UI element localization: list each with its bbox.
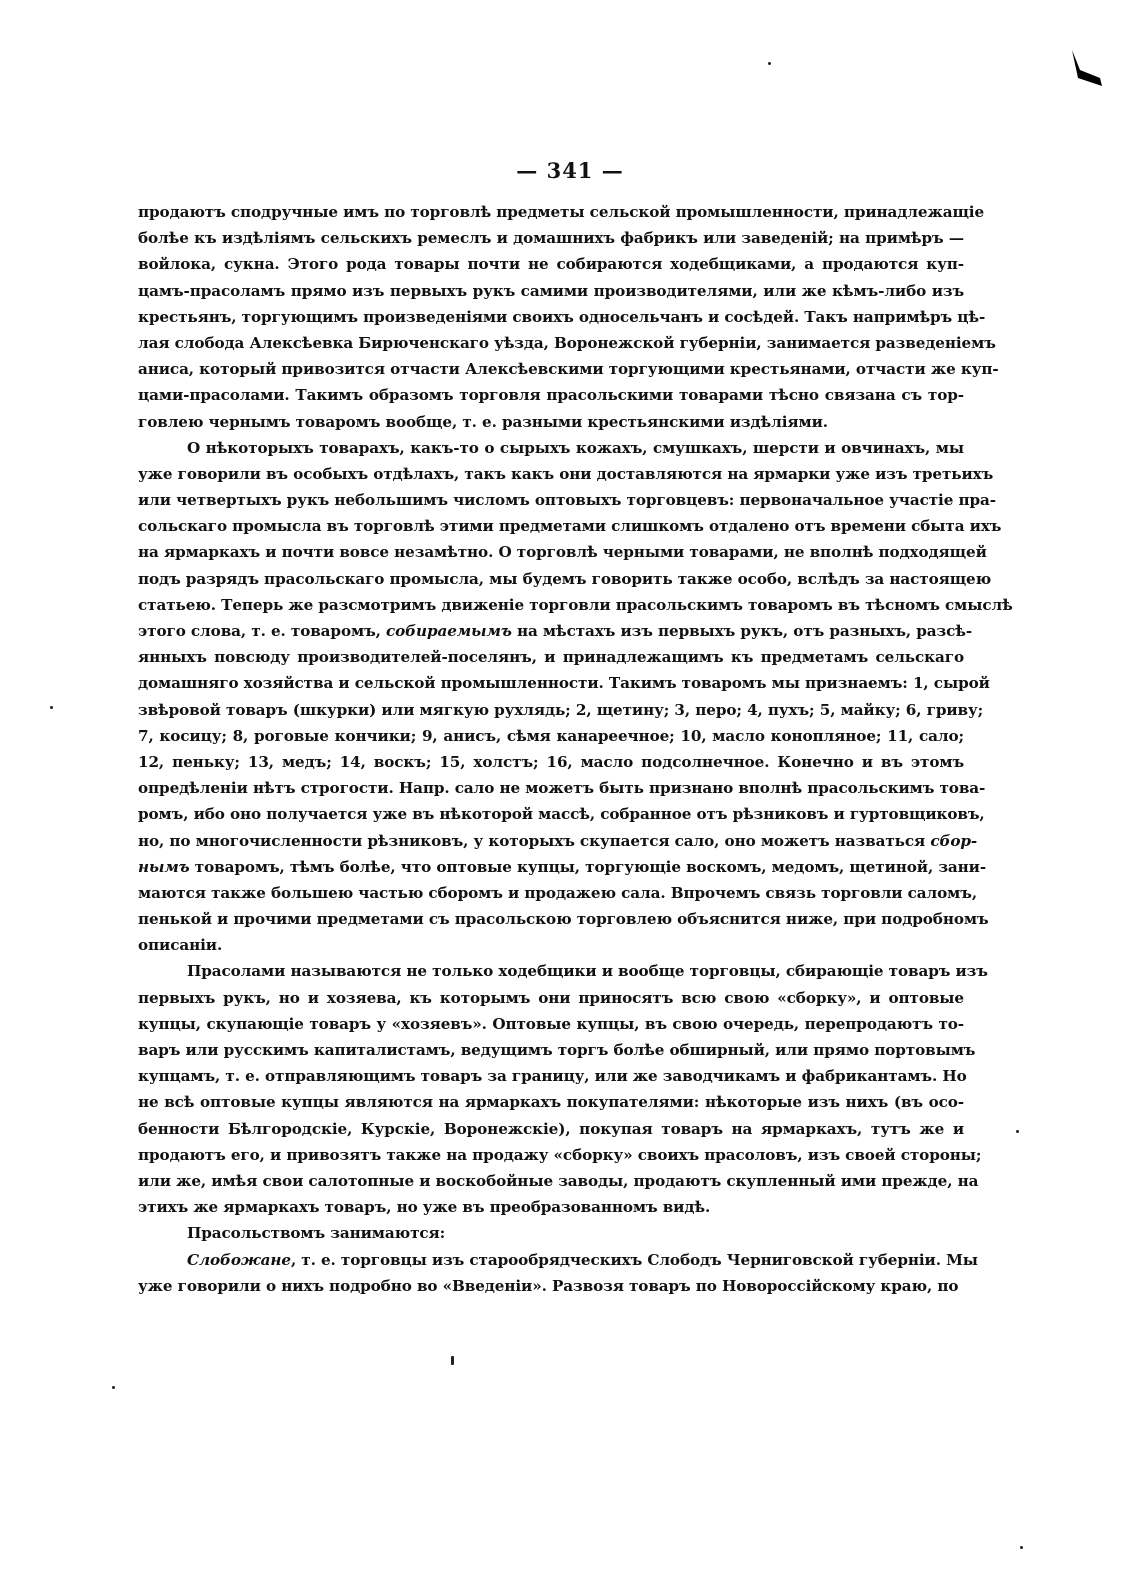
text-line: не всѣ оптовые купцы являются на ярмаркахъ покупателями: нѣкоторые изъ нихъ (въ осо- (138, 1093, 964, 1112)
text-line: статьею. Теперь же разсмотримъ движеніе торговли прасольскимъ товаромъ въ тѣсномъ смыслѣ (138, 595, 1013, 614)
text-line: звѣровой товаръ (шкурки) или мягкую рухлядь; 2, щетину; 3, перо; 4, пухъ; 5, майку; 6, гриву; (138, 700, 984, 719)
text-line: нымъ товаромъ, тѣмъ болѣе, что оптовые купцы, торгующіе воскомъ, медомъ, щетиной, зани- (138, 857, 987, 876)
text-line: уже говорили въ особыхъ отдѣлахъ, такъ какъ они доставляются на ярмарки уже изъ третьихъ (138, 464, 994, 483)
paragraph (138, 1247, 978, 1299)
text-line: этихъ же ярмаркахъ товаръ, но уже въ преобразованномъ видѣ. (138, 1198, 711, 1217)
text-line: войлока, сукна. Этого рода товары почти не собираются ходебщиками, а продаются куп- (138, 255, 964, 274)
page-number: — 341 — (516, 158, 624, 183)
text-line: крестьянъ, торгующимъ произведеніями своихъ односельчанъ и сосѣдей. Такъ напримѣръ цѣ- (138, 307, 986, 326)
text-line: Прасольствомъ занимаются: (187, 1224, 446, 1243)
text-line: Слобожане, т. е. торговцы изъ старообрядческихъ Слободъ Черниговской губерніи. Мы (187, 1250, 978, 1269)
paragraph (138, 199, 999, 435)
text-line: сольскаго промысла въ торговлѣ этими предметами слишкомъ отдалено отъ времени сбыта ихъ (138, 517, 1002, 536)
text-line: болѣе къ издѣліямъ сельскихъ ремеслъ и домашнихъ фабрикъ или заведеній; на примѣръ — (138, 229, 964, 248)
text-line: но, по многочисленности рѣзниковъ, у которыхъ скупается сало, оно можетъ назваться сбор- (138, 831, 978, 850)
text-line: продаютъ его, и привозятъ также на продажу «сборку» своихъ прасоловъ, изъ своей стороны; (138, 1145, 982, 1164)
text-line: цамъ-прасоламъ прямо изъ первыхъ рукъ самими производителями, или же кѣмъ-либо изъ (138, 281, 964, 300)
text-line: лая слобода Алексѣевка Бирюченскаго уѣзда, Воронежской губерніи, занимается разведеніемъ (138, 333, 996, 352)
text-line: или четвертыхъ рукъ небольшимъ числомъ оптовыхъ торговцевъ: первоначальное участіе пра- (138, 491, 996, 510)
text-line: 12, пеньку; 13, медъ; 14, воскъ; 15, холстъ; 16, масло подсолнечное. Конечно и въ этомъ (138, 752, 964, 771)
text-line: домашняго хозяйства и сельской промышленности. Такимъ товаромъ мы признаемъ: 1, сырой (138, 674, 990, 693)
text-line: пенькой и прочими предметами съ прасольскою торговлею объяснится ниже, при подробномъ (138, 910, 989, 929)
scan-speck (451, 1356, 454, 1365)
text-line: цами-прасолами. Такимъ образомъ торговля прасольскими товарами тѣсно связана съ тор- (138, 386, 964, 405)
text-line: маются также большею частью сборомъ и продажею сала. Впрочемъ связь торговли саломъ, (138, 883, 978, 902)
paragraph (138, 435, 1013, 959)
scan-speck (112, 1386, 115, 1389)
text-line: О нѣкоторыхъ товарахъ, какъ-то о сырыхъ кожахъ, смушкахъ, шерсти и овчинахъ, мы (187, 438, 964, 457)
text-line: купцамъ, т. е. отправляющимъ товаръ за границу, или же заводчикамъ и фабрикантамъ. Но (138, 1067, 967, 1086)
text-line: продаютъ сподручные имъ по торговлѣ предметы сельской промышленности, принадлежащіе (138, 203, 985, 221)
text-line: Прасолами называются не только ходебщики и вообще торговцы, сбирающіе товаръ изъ (187, 962, 988, 981)
text-line: или же, имѣя свои салотопные и воскобойные заводы, продаютъ скупленный ими прежде, на (138, 1171, 979, 1190)
text-line: опредѣленіи нѣтъ строгости. Напр. сало не можетъ быть признано вполнѣ прасольскимъ това- (138, 779, 986, 798)
text-line: говлею чернымъ товаромъ вообще, т. е. разными крестьянскими издѣліями. (138, 412, 828, 431)
text-line: бенности Бѣлгородскіе, Курскіе, Воронежскіе), покупая товаръ на ярмаркахъ, тутъ же и (138, 1119, 964, 1138)
text-line: этого слова, т. е. товаромъ, собираемымъ на мѣстахъ изъ первыхъ рукъ, отъ разныхъ, разсѣ- (138, 622, 973, 640)
text-line: описаніи. (138, 936, 223, 955)
body-text (138, 199, 1013, 1299)
text-line: уже говорили о нихъ подробно во «Введеніи». Развозя товаръ по Новороссійскому краю, по (138, 1276, 959, 1295)
text-line: 7, косицу; 8, роговые кончики; 9, анисъ, сѣмя канареечное; 10, масло конопляное; 11, сало; (138, 726, 964, 745)
scan-speck (768, 62, 771, 65)
text-line: янныхъ повсюду производителей-поселянъ, и принадлежащимъ къ предметамъ сельскаго (138, 648, 964, 667)
text-line: купцы, скупающіе товаръ у «хозяевъ». Оптовые купцы, въ свою очередь, перепродаютъ то- (138, 1014, 964, 1033)
scan-corner-mark (1070, 48, 1104, 88)
text-line: варъ или русскимъ капиталистамъ, ведущимъ торгъ болѣе обширный, или прямо портовымъ (138, 1041, 976, 1059)
text-line: на ярмаркахъ и почти вовсе незамѣтно. О торговлѣ черными товарами, не вполнѣ подходящей (138, 543, 987, 562)
paragraph (138, 958, 988, 1220)
paragraph (138, 1220, 964, 1246)
text-line: аниса, который привозится отчасти Алексѣевскими торгующими крестьянами, отчасти же куп- (138, 360, 999, 379)
scan-speck (1020, 1546, 1023, 1549)
scan-speck (50, 706, 53, 709)
text-line: ромъ, ибо оно получается уже въ нѣкоторой массѣ, собранное отъ рѣзниковъ и гуртовщиковъ, (138, 805, 985, 824)
text-line: подъ разрядъ прасольскаго промысла, мы будемъ говорить также особо, вслѣдъ за настоящею (138, 569, 992, 588)
scan-speck (1016, 1130, 1019, 1133)
text-line: первыхъ рукъ, но и хозяева, къ которымъ они приносятъ всю свою «сборку», и оптовые (138, 988, 964, 1007)
